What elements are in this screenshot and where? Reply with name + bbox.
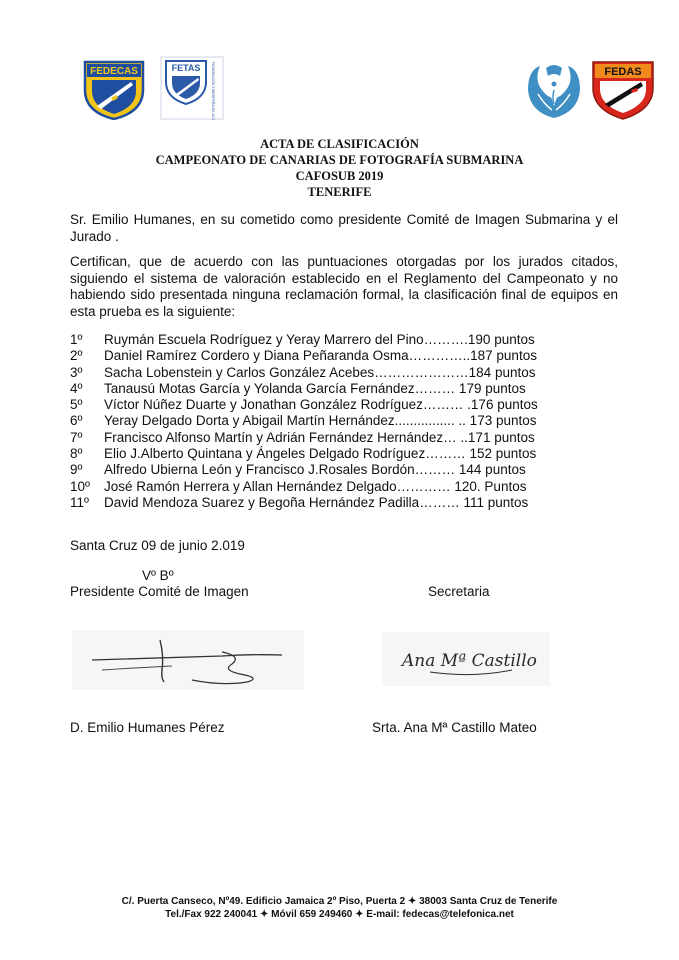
list-item [70, 397, 590, 413]
rank-entry: José Ramón Herrera y Allan Hernández Delgado………… 120. Puntos [104, 478, 527, 494]
president-role: Presidente Comité de Imagen [70, 584, 249, 599]
secretary-signature-text: Ana Mª Castillo [402, 651, 537, 671]
fedecas-logo [83, 60, 145, 120]
fetas-logo-subtitle: FEDERACIÓN TINERFEÑA DE ACTIVIDADES SUBACUÁTICAS [211, 62, 215, 120]
rank-entry: Alfredo Ubierna León y Francisco J.Rosales Bordón……… 144 puntos [104, 462, 526, 478]
rank-position: 11º [70, 494, 89, 510]
rank-position: 8º [70, 446, 83, 462]
intro-paragraph: Sr. Emilio Humanes, en su cometido como presidente Comité de Imagen Submarina y el Jurado . [70, 212, 618, 244]
rank-entry: Daniel Ramírez Cordero y Diana Peñaranda Osma…………..187 puntos [104, 348, 537, 364]
footer-contact-line: Tel./Fax 922 240041 ✦ Móvil 659 249460 ✦ E-mail: fedecas@telefonica.net [165, 909, 514, 920]
rank-entry: Víctor Núñez Duarte y Jonathan González Rodríguez……… .176 puntos [104, 397, 538, 413]
rank-entry: David Mendoza Suarez y Begoña Hernández Padilla……… 111 puntos [104, 494, 529, 510]
header-event: CAFOSUB 2019 [295, 169, 384, 183]
list-item [70, 446, 590, 462]
rank-position: 4º [70, 380, 83, 396]
rank-entry: Ruymán Escuela Rodríguez y Yeray Marrero del Pino……….190 puntos [104, 332, 535, 347]
rank-entry: Francisco Alfonso Martín y Adrián Fernández Hernández… ..171 puntos [104, 429, 535, 445]
rank-position: 1º [70, 332, 83, 347]
secretary-name: Srta. Ana Mª Castillo Mateo [372, 720, 537, 735]
list-item [70, 495, 590, 511]
list-item [70, 430, 590, 446]
secretary-role: Secretaria [428, 584, 490, 599]
header-title: ACTA DE CLASIFICACIÓN [260, 137, 419, 151]
rank-position: 3º [70, 364, 83, 380]
president-signature [72, 630, 304, 690]
rank-position: 2º [70, 348, 83, 364]
fetas-logo-text: FETAS [171, 63, 201, 73]
rank-entry: Yeray Delgado Dorta y Abigail Martín Hernández................ .. 173 puntos [104, 413, 537, 429]
footer-address [0, 895, 679, 921]
list-item [70, 381, 590, 397]
certification-paragraph: Certifican, que de acuerdo con las puntuaciones otorgadas por los jurados citados, siguiendo el sistema de valoración establecido en el Reglamento del Campeonato y no habiendo sido presentada ninguna reclamación formal, la clasificación final de equipos en esta prueba es la siguiente: [70, 254, 618, 319]
list-item [70, 413, 590, 429]
secretary-signature [382, 632, 550, 686]
rank-entry: Tanausú Motas García y Yolanda García Fernández……… 179 puntos [104, 380, 526, 396]
rank-entry: Elio J.Alberto Quintana y Ángeles Delgado Rodríguez……… 152 puntos [104, 446, 537, 462]
list-item [70, 348, 590, 364]
vobo-label: Vº Bº [142, 568, 174, 583]
footer-address-line: C/. Puerta Canseco, Nº49. Edificio Jamaica 2º Piso, Puerta 2 ✦ 38003 Santa Cruz de Tenerife [121, 896, 558, 907]
rank-entry: Sacha Lobenstein y Carlos González Acebes…………………184 puntos [104, 364, 536, 380]
header-location: TENERIFE [307, 185, 372, 199]
list-item [70, 365, 590, 381]
document-header [0, 136, 679, 200]
fedas-logo [591, 60, 655, 120]
rank-position: 10º [70, 478, 90, 494]
rank-position: 7º [70, 429, 83, 445]
rank-position: 9º [70, 462, 83, 478]
president-name: D. Emilio Humanes Pérez [70, 720, 225, 735]
list-item [70, 332, 590, 348]
list-item [70, 479, 590, 495]
seahorse-logo [524, 60, 584, 122]
header-championship: CAMPEONATO DE CANARIAS DE FOTOGRAFÍA SUBMARINA [155, 153, 524, 167]
fedas-logo-text: FEDAS [604, 66, 642, 78]
ranking-list [70, 332, 590, 511]
rank-position: 6º [70, 413, 83, 429]
fetas-logo [160, 56, 224, 120]
fedecas-logo-text: FEDECAS [90, 66, 138, 77]
rank-position: 5º [70, 397, 83, 413]
list-item [70, 462, 590, 478]
place-date: Santa Cruz 09 de junio 2.019 [70, 538, 245, 553]
